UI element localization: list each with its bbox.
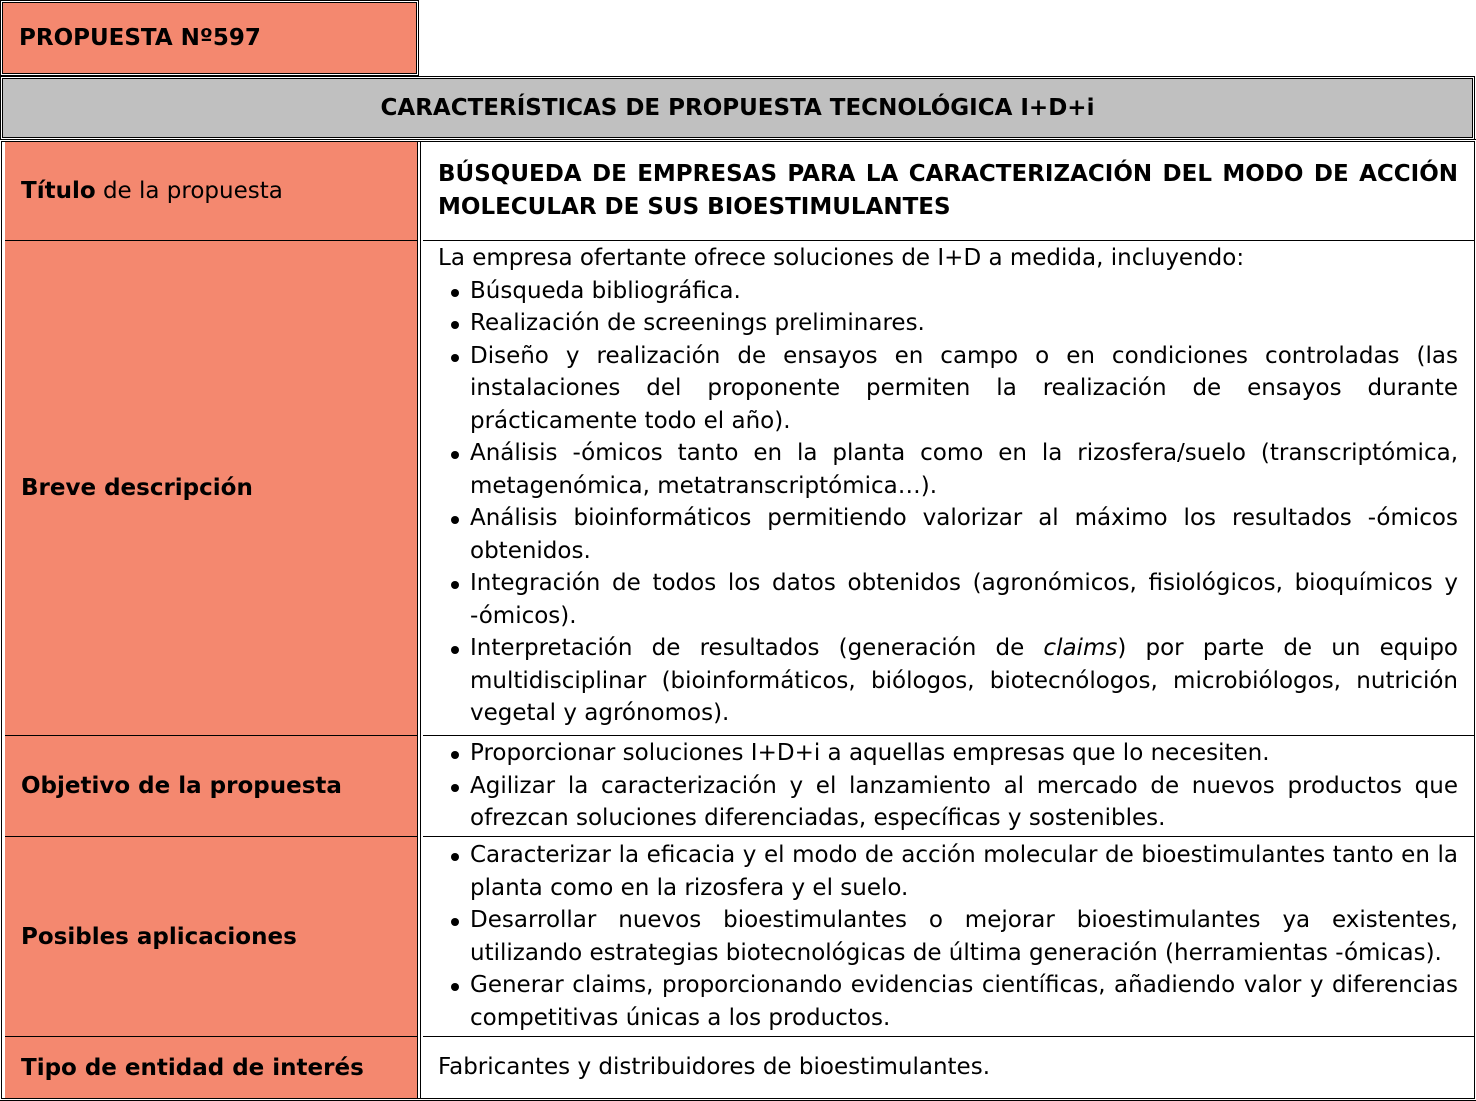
proposal-number: PROPUESTA Nº597 [19,25,261,51]
objetivo-value-cell [423,736,1474,837]
aplicaciones-list [438,839,1458,1034]
aplicaciones-item: Caracterizar la eficacia y el modo de acción molecular de bioestimulantes tanto en la planta como en la rizosfera y el suelo. [438,839,1458,904]
descripcion-intro: La empresa ofertante ofrece soluciones de I+D a medida, incluyendo: [438,245,1245,271]
descripcion-label: Breve descripción [21,475,253,501]
objetivo-label: Objetivo de la propuesta [21,773,342,799]
titulo-value: BÚSQUEDA DE EMPRESAS PARA LA CARACTERIZACIÓN DEL MODO DE ACCIÓN MOLECULAR DE SUS BIOESTIMULANTES [438,161,1458,220]
objetivo-list [438,737,1458,835]
descripcion-item: Análisis bioinformáticos permitiendo valorizar al máximo los resultados -ómicos obtenidos. [438,502,1458,567]
titulo-label-cell [5,142,418,241]
entidad-label-cell [5,1037,418,1098]
objetivo-item: Proporcionar soluciones I+D+i a aquellas empresas que lo necesiten. [438,737,1458,770]
proposal-table [1,141,1475,1099]
descripcion-item: Diseño y realización de ensayos en campo o en condiciones controladas (las instalaciones del proponente permiten la realización de ensayos durante prácticamente todo el año). [438,340,1458,438]
descripcion-label-cell [5,241,418,736]
objetivo-label-cell [5,736,418,837]
titulo-label [21,178,283,204]
aplicaciones-item: Desarrollar nuevos bioestimulantes o mejorar bioestimulantes ya existentes, utilizando estrategias biotecnológicas de última generación (herramientas -ómicas). [438,904,1458,969]
titulo-value-cell [423,142,1474,241]
section-title-bar [2,78,1473,138]
descripcion-item-text: ) por parte de un equipo multidisciplinar (bioinformáticos, biólogos, biotecnólogos, microbiólogos, nutrición vegetal y agrónomos). [470,635,1458,726]
descripcion-list [438,275,1458,730]
descripcion-item-text: Interpretación de resultados (generación de [470,635,1044,661]
objetivo-item: Agilizar la caracterización y el lanzamiento al mercado de nuevos productos que ofrezcan soluciones diferenciadas, específicas y sostenibles. [438,770,1458,835]
titulo-label-bold: Título [21,178,96,204]
descripcion-item: Análisis -ómicos tanto en la planta como en la rizosfera/suelo (transcriptómica, metagenómica, metatranscriptómica…). [438,437,1458,502]
aplicaciones-label: Posibles aplicaciones [21,923,297,950]
entidad-value-cell [423,1037,1474,1098]
descripcion-value-cell [423,241,1474,736]
descripcion-item [438,632,1458,730]
aplicaciones-label-cell [5,837,418,1037]
proposal-number-box [2,2,417,74]
descripcion-item-italic: claims [1043,635,1118,661]
descripcion-item: Integración de todos los datos obtenidos (agronómicos, fisiológicos, bioquímicos y -ómicos). [438,567,1458,632]
titulo-label-rest: de la propuesta [95,178,283,204]
entidad-value: Fabricantes y distribuidores de bioestimulantes. [438,1054,990,1081]
column-divider [420,142,421,1098]
section-title: CARACTERÍSTICAS DE PROPUESTA TECNOLÓGICA I+D+i [380,95,1095,121]
entidad-label: Tipo de entidad de interés [21,1054,364,1081]
descripcion-item: Búsqueda bibliográfica. [438,275,1458,308]
aplicaciones-value-cell [423,837,1474,1037]
column-divider [417,142,418,1098]
descripcion-item: Realización de screenings preliminares. [438,307,1458,340]
aplicaciones-item: Generar claims, proporcionando evidencias científicas, añadiendo valor y diferencias competitivas únicas a los productos. [438,969,1458,1034]
